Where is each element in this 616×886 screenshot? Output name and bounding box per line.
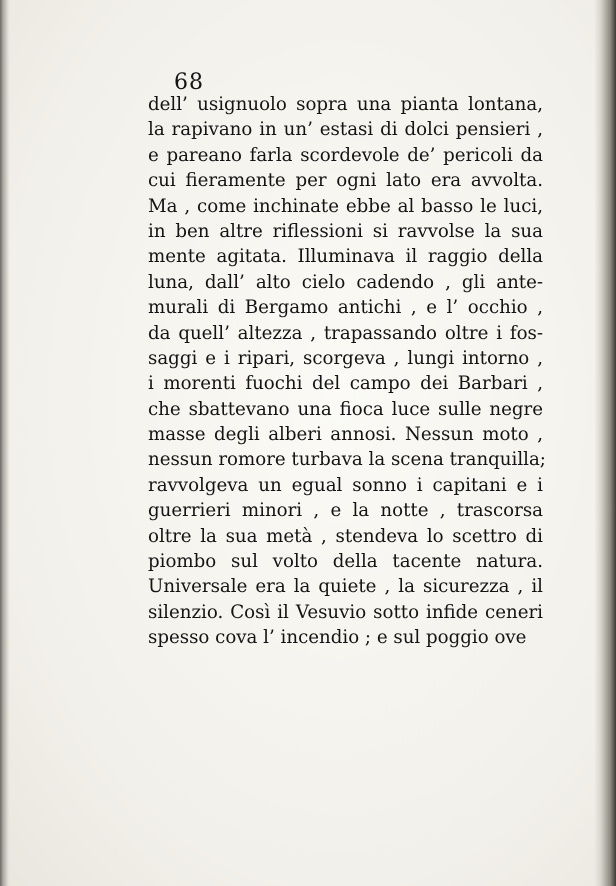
text-line: da quell’ altezza , trapassando oltre i fos- [148,322,543,344]
text-line: i morenti fuochi del campo dei Barbari , [148,373,543,395]
text-line: murali di Bergamo antichi , e l’ occhio , [148,297,543,319]
text-line: piombo sul volto della tacente natura. [148,551,543,573]
text-line: Universale era la quiete , la sicurezza , il [148,576,543,598]
text-line: dell’ usignuolo sopra una pianta lontana, [148,94,543,115]
text-line: spesso cova l’ incendio ; e sul poggio ove [148,627,527,649]
text-line: cui fieramente per ogni lato era avvolta. [148,170,543,192]
text-line: oltre la sua metà , stendeva lo scettro di [148,525,543,547]
text-line: che sbattevano una fioca luce sulle negre [148,398,543,420]
body-text [148,92,546,651]
text-line: ravvolgeva un egual sonno i capitani e i [148,474,543,496]
text-line: e pareano farla scordevole de’ pericoli da [148,144,543,166]
text-line: masse degli alberi annosi. Nessun moto , [148,424,543,446]
page-right-edge [594,0,616,886]
text-line: nessun romore turbava la scena tranquilla; [148,449,546,471]
text-line: luna, dall’ alto cielo cadendo , gli ante- [148,271,543,293]
text-line: saggi e i ripari, scorgeva , lungi intorno , [148,347,543,369]
text-line: in ben altre riflessioni si ravvolse la sua [148,220,543,242]
text-line: silenzio. Così il Vesuvio sotto infide ceneri [148,601,543,623]
text-line: mente agitata. Illuminava il raggio della [148,246,543,268]
page-left-edge [0,0,10,886]
page-number: 68 [174,70,204,95]
text-line: la rapivano in un’ estasi di dolci pensieri , [148,119,543,141]
text-line: guerrieri minori , e la notte , trascorsa [148,500,543,522]
text-line: Ma , come inchinate ebbe al basso le luci, [148,195,543,217]
